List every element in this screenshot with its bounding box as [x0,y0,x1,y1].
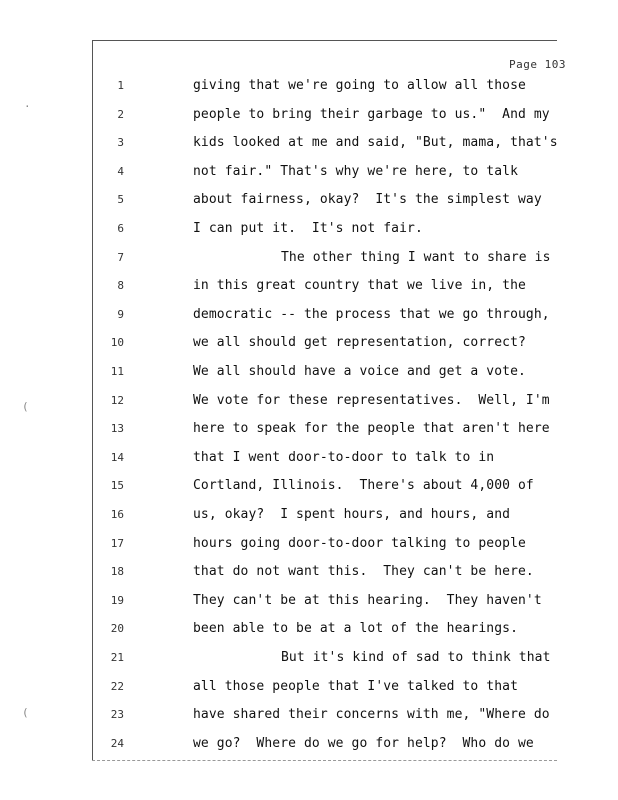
transcript-line: We vote for these representatives. Well, I'm [193,392,550,408]
transcript-line: democratic -- the process that we go through, [193,306,550,322]
line-number: 13 [110,422,124,436]
line-number: 9 [117,307,124,321]
line-number: 10 [110,336,124,350]
line-number: 24 [110,736,124,750]
line-number: 5 [117,193,124,207]
transcript-line: been able to be at a lot of the hearings. [193,621,518,637]
line-number: 15 [110,479,124,493]
bottom-rule [92,760,557,761]
line-number: 19 [110,593,124,607]
transcript-line: They can't be at this hearing. They haven't [193,592,542,608]
transcript-line: hours going door-to-door talking to people [193,535,526,551]
transcript-line: We all should have a voice and get a vote. [193,364,526,379]
line-number: 21 [110,651,124,664]
transcript-line: not fair." That's why we're here, to talk [193,163,518,179]
line-number: 6 [117,222,124,235]
line-number: 16 [110,508,124,521]
transcript-line: that I went door-to-door to talk to in [193,449,495,465]
transcript-line: Cortland, Illinois. There's about 4,000 of [193,478,534,494]
transcript-line: all those people that I've talked to that [193,678,518,694]
transcript-line: that do not want this. They can't be here. [193,564,534,580]
line-number: 18 [110,565,124,579]
line-number: 3 [117,136,124,150]
transcript-line: in this great country that we live in, the [193,278,526,294]
transcript-line: here to speak for the people that aren't here [193,421,550,437]
transcript-line: about fairness, okay? It's the simplest way [193,192,542,208]
line-number: 22 [110,679,124,693]
transcript-line: we go? Where do we go for help? Who do we [193,735,534,751]
line-number: 2 [117,107,124,121]
transcript-line: giving that we're going to allow all those [193,78,526,93]
line-number: 1 [117,79,124,92]
line-number: 7 [117,250,124,264]
margin-mark: · [24,100,31,113]
line-number: 8 [117,279,124,293]
transcript-line: The other thing I want to share is [281,249,551,265]
margin-mark: ( [22,400,29,413]
transcript-line: us, okay? I spent hours, and hours, and [193,507,511,522]
transcript-line: we all should get representation, correct? [193,335,526,351]
line-number: 17 [110,536,124,550]
line-number: 11 [110,365,124,378]
page-number: Page 103 [509,58,566,71]
line-number: 12 [110,393,124,407]
transcript-line: people to bring their garbage to us." And my [193,106,550,122]
line-number: 4 [117,164,124,178]
line-number: 20 [110,622,124,636]
transcript-line: But it's kind of sad to think that [281,650,551,665]
line-number: 23 [110,708,124,722]
transcript-line: I can put it. It's not fair. [193,221,423,236]
transcript-line: kids looked at me and said, "But, mama, that's [193,135,558,151]
line-number: 14 [110,450,124,464]
transcript-line: have shared their concerns with me, "Where do [193,707,550,723]
margin-mark: ( [22,706,29,719]
